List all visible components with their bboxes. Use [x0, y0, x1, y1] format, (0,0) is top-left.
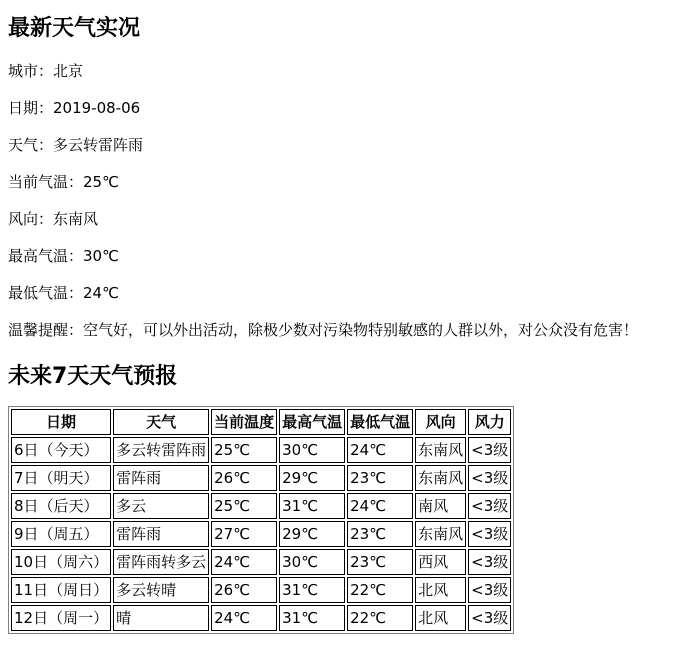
cell-low-temperature: 22℃ [347, 577, 413, 603]
header-weather: 天气 [113, 409, 209, 435]
forecast-table [8, 406, 514, 634]
forecast-body [11, 437, 511, 631]
forecast-title: 未来7天天气预报 [8, 364, 178, 389]
cell-wind-force: <3级 [468, 549, 511, 575]
current-temperature-line: 当前气温：25℃ [8, 173, 119, 191]
cell-date: 11日（周日） [11, 577, 111, 603]
cell-high-temperature: 31℃ [279, 493, 345, 519]
cell-low-temperature: 23℃ [347, 549, 413, 575]
header-high-temperature: 最高气温 [279, 409, 345, 435]
date-line: 日期：2019-08-06 [8, 99, 141, 117]
weather-line: 天气：多云转雷阵雨 [8, 136, 144, 154]
current-weather-title: 最新天气实况 [8, 16, 141, 41]
cell-wind-force: <3级 [468, 437, 511, 463]
cell-weather: 多云 [113, 493, 209, 519]
cell-weather: 雷阵雨 [113, 465, 209, 491]
cell-weather: 晴 [113, 605, 209, 631]
header-date: 日期 [11, 409, 111, 435]
cell-wind-direction: 东南风 [415, 437, 466, 463]
cell-date: 8日（后天） [11, 493, 111, 519]
cell-wind-direction: 东南风 [415, 521, 466, 547]
table-row [11, 577, 511, 603]
cell-weather: 雷阵雨 [113, 521, 209, 547]
cell-wind-direction: 北风 [415, 605, 466, 631]
cell-wind-direction: 西风 [415, 549, 466, 575]
table-row [11, 605, 511, 631]
cell-high-temperature: 30℃ [279, 549, 345, 575]
cell-weather: 雷阵雨转多云 [113, 549, 209, 575]
forecast-header-row [11, 409, 511, 435]
cell-weather: 多云转雷阵雨 [113, 437, 209, 463]
table-row [11, 437, 511, 463]
cell-date: 12日（周一） [11, 605, 111, 631]
cell-wind-force: <3级 [468, 577, 511, 603]
cell-date: 10日（周六） [11, 549, 111, 575]
table-row [11, 493, 511, 519]
cell-date: 9日（周五） [11, 521, 111, 547]
cell-high-temperature: 30℃ [279, 437, 345, 463]
cell-high-temperature: 29℃ [279, 465, 345, 491]
header-current-temperature: 当前温度 [211, 409, 277, 435]
low-temperature-line: 最低气温：24℃ [8, 284, 119, 302]
cell-wind-direction: 南风 [415, 493, 466, 519]
cell-low-temperature: 22℃ [347, 605, 413, 631]
header-wind-force: 风力 [468, 409, 511, 435]
cell-wind-force: <3级 [468, 521, 511, 547]
cell-current-temperature: 24℃ [211, 549, 277, 575]
cell-date: 7日（明天） [11, 465, 111, 491]
wind-direction-line: 风向：东南风 [8, 210, 99, 228]
high-temperature-line: 最高气温：30℃ [8, 247, 119, 265]
cell-current-temperature: 27℃ [211, 521, 277, 547]
header-low-temperature: 最低气温 [347, 409, 413, 435]
cell-date: 6日（今天） [11, 437, 111, 463]
cell-high-temperature: 31℃ [279, 605, 345, 631]
city-line: 城市：北京 [8, 62, 84, 80]
cell-wind-force: <3级 [468, 493, 511, 519]
cell-low-temperature: 23℃ [347, 465, 413, 491]
cell-current-temperature: 26℃ [211, 577, 277, 603]
cell-weather: 多云转晴 [113, 577, 209, 603]
cell-high-temperature: 29℃ [279, 521, 345, 547]
cell-current-temperature: 25℃ [211, 437, 277, 463]
cell-low-temperature: 24℃ [347, 493, 413, 519]
table-row [11, 521, 511, 547]
cell-wind-direction: 东南风 [415, 465, 466, 491]
cell-high-temperature: 31℃ [279, 577, 345, 603]
cell-current-temperature: 25℃ [211, 493, 277, 519]
header-wind-direction: 风向 [415, 409, 466, 435]
cell-wind-force: <3级 [468, 465, 511, 491]
table-row [11, 549, 511, 575]
cell-current-temperature: 26℃ [211, 465, 277, 491]
cell-low-temperature: 23℃ [347, 521, 413, 547]
cell-wind-force: <3级 [468, 605, 511, 631]
cell-wind-direction: 北风 [415, 577, 466, 603]
cell-low-temperature: 24℃ [347, 437, 413, 463]
table-row [11, 465, 511, 491]
reminder-line: 温馨提醒：空气好，可以外出活动，除极少数对污染物特别敏感的人群以外，对公众没有危害！ [8, 321, 639, 339]
cell-current-temperature: 24℃ [211, 605, 277, 631]
